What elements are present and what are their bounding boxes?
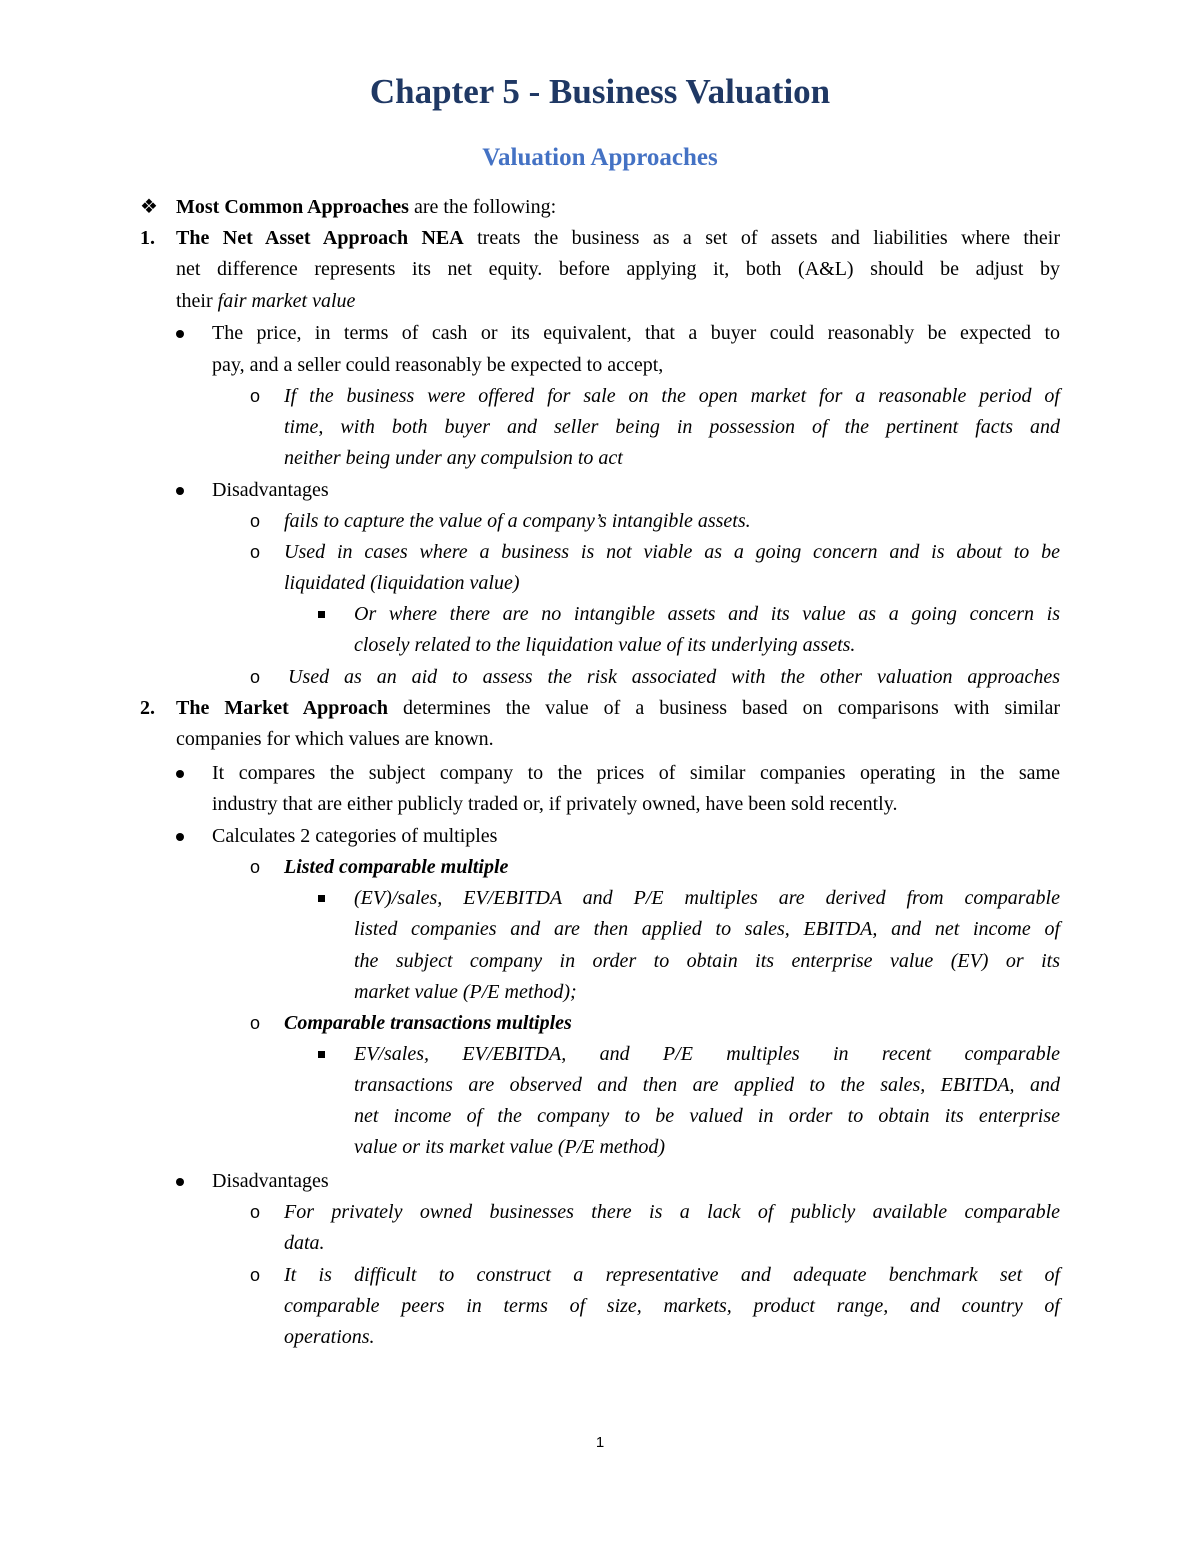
- bullet-dot-icon: [176, 487, 184, 495]
- circle-bullet-icon: o: [250, 857, 261, 877]
- s1-o1-line-1: If the business were offered for sale on the open market for a reasonable period of: [284, 385, 1060, 407]
- s2-sq1-line-2: listed companies and are then applied to sales, EBITDA, and net income of: [354, 918, 1060, 940]
- s2-sq2-line-3: net income of the company to be valued in order to obtain its enterprise: [354, 1105, 1060, 1127]
- s2-o4-line-3: operations.: [284, 1326, 375, 1348]
- s1-o1-line-3: neither being under any compulsion to act: [284, 447, 623, 469]
- bullet-dot-icon: [176, 833, 184, 841]
- s1-o1-line-2: time, with both buyer and seller being in possession of the pertinent facts and: [284, 416, 1060, 438]
- s2-disadvantages-label: Disadvantages: [212, 1170, 329, 1192]
- circle-bullet-icon: o: [250, 667, 261, 687]
- market-approach-term: The Market Approach: [176, 697, 388, 719]
- s2-sq2-line-2: transactions are observed and then are applied to the sales, EBITDA, and: [354, 1074, 1060, 1096]
- s1-line-3: [176, 286, 355, 317]
- s2-b2-line: Calculates 2 categories of multiples: [212, 825, 498, 847]
- page-number: 1: [595, 1434, 605, 1451]
- s2-o3-line-1: For privately owned businesses there is a lack of publicly available comparable: [284, 1201, 1060, 1223]
- s1-disadvantages-label: Disadvantages: [212, 479, 329, 501]
- s1-o3-line-2: liquidated (liquidation value): [284, 572, 520, 594]
- s1-o4-line: Used as an aid to assess the risk associated with the other valuation approaches: [288, 666, 1060, 688]
- s2-b1-line-1: It compares the subject company to the prices of similar companies operating in the same: [212, 762, 1060, 784]
- bullet-dot-icon: [176, 770, 184, 778]
- s2-o3-line-2: data.: [284, 1232, 325, 1254]
- s1-line-1: [176, 223, 1060, 254]
- fair-market-value-term: fair market value: [217, 290, 356, 312]
- s2-b1-line-2: industry that are either publicly traded or, if privately owned, have been sold recently.: [212, 793, 898, 815]
- s1-line-3-pre: their: [176, 290, 218, 312]
- s2-sq1-line-1: (EV)/sales, EV/EBITDA and P/E multiples are derived from comparable: [354, 887, 1060, 909]
- s1-o2-line: fails to capture the value of a company’s intangible assets.: [284, 510, 751, 532]
- s1-sq1-line-1: Or where there are no intangible assets and its value as a going concern is: [354, 603, 1060, 625]
- square-bullet-icon: [318, 895, 325, 902]
- s2-sq1-line-4: market value (P/E method);: [354, 981, 577, 1003]
- section-heading: Valuation Approaches: [482, 144, 718, 171]
- s1-b1-line-1: The price, in terms of cash or its equivalent, that a buyer could reasonably be expected to: [212, 322, 1060, 344]
- bullet-dot-icon: [176, 330, 184, 338]
- circle-bullet-icon: o: [250, 1013, 261, 1033]
- s2-o4-line-2: comparable peers in terms of size, markets, product range, and country of: [284, 1295, 1060, 1317]
- s2-line-2: companies for which values are known.: [176, 728, 494, 750]
- circle-bullet-icon: o: [250, 511, 261, 531]
- diamond-bullet-icon: ❖: [140, 196, 158, 218]
- square-bullet-icon: [318, 611, 325, 618]
- listed-comparable-multiple-heading: Listed comparable multiple: [284, 856, 509, 878]
- intro-rest: are the following:: [408, 196, 557, 218]
- s1-sq1-line-2: closely related to the liquidation value of its underlying assets.: [354, 634, 856, 656]
- bullet-dot-icon: [176, 1178, 184, 1186]
- s2-line-1: [176, 693, 1060, 724]
- s2-line-1-rest: determines the value of a business based on comparisons with similar: [387, 697, 1060, 719]
- s1-b1-line-2: pay, and a seller could reasonably be expected to accept,: [212, 354, 664, 376]
- intro-line: [176, 192, 556, 223]
- s2-sq2-line-1: EV/sales, EV/EBITDA, and P/E multiples in recent comparable: [354, 1043, 1060, 1065]
- intro-bold: Most Common Approaches: [176, 196, 409, 218]
- circle-bullet-icon: o: [250, 542, 261, 562]
- list-number-1: 1.: [140, 227, 155, 249]
- net-asset-approach-term: The Net Asset Approach NEA: [176, 227, 464, 249]
- s2-sq2-line-4: value or its market value (P/E method): [354, 1136, 666, 1158]
- circle-bullet-icon: o: [250, 1265, 261, 1285]
- s1-line-1-rest: treats the business as a set of assets and liabilities where their: [463, 227, 1061, 249]
- chapter-title: Chapter 5 - Business Valuation: [369, 72, 831, 111]
- square-bullet-icon: [318, 1051, 325, 1058]
- comparable-transactions-heading: Comparable transactions multiples: [284, 1012, 572, 1034]
- s1-line-2: net difference represents its net equity. before applying it, both (A&L) should be adjust by: [176, 258, 1060, 280]
- s1-o3-line-1: Used in cases where a business is not viable as a going concern and is about to be: [284, 541, 1060, 563]
- list-number-2: 2.: [140, 697, 155, 719]
- circle-bullet-icon: o: [250, 386, 261, 406]
- circle-bullet-icon: o: [250, 1202, 261, 1222]
- s2-sq1-line-3: the subject company in order to obtain its enterprise value (EV) or its: [354, 950, 1060, 972]
- s2-o4-line-1: It is difficult to construct a representative and adequate benchmark set of: [284, 1264, 1060, 1286]
